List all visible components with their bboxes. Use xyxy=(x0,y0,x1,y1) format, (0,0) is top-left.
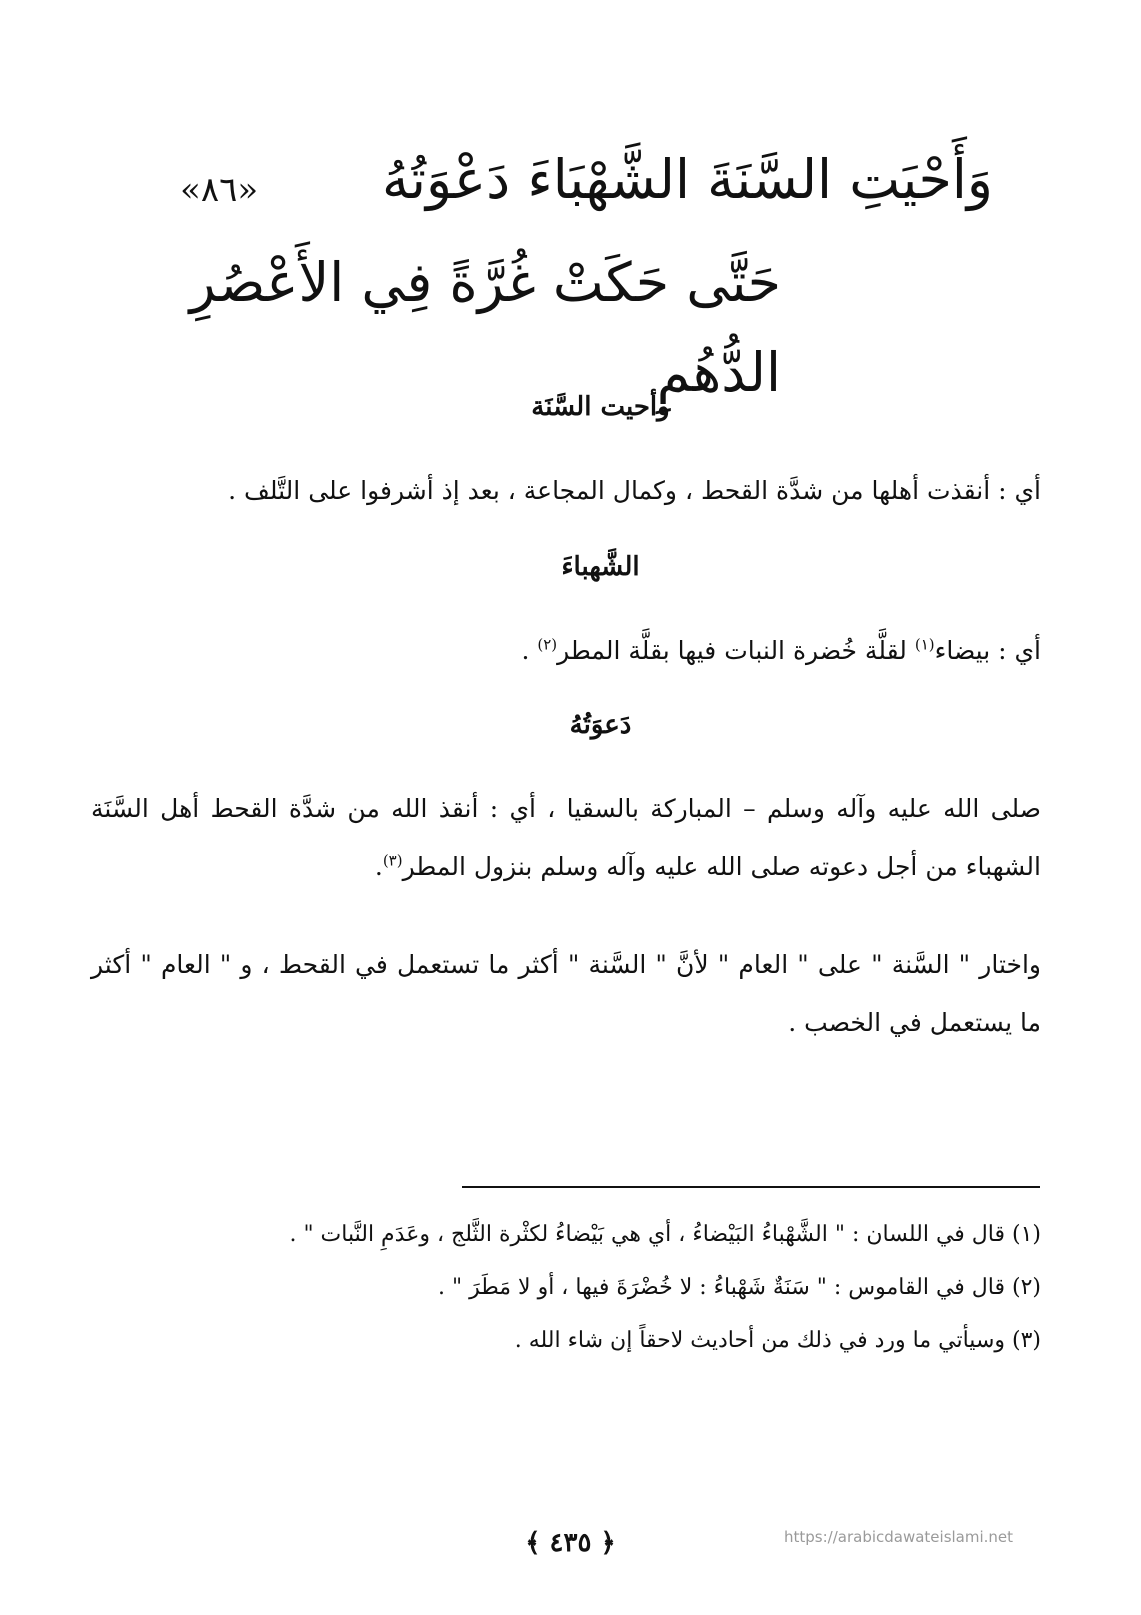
footnotes xyxy=(91,1208,1041,1367)
section-text-2-middle: لقلَّة خُضرة النبات فيها بقلَّة المطر xyxy=(557,636,915,665)
footnote-ref-2[interactable]: (٢) xyxy=(537,635,558,654)
section-text-3-body: صلى الله عليه وآله وسلم – المباركة بالسقيا ، أي : أنقذ الله من شدَّة القحط أهل السَّنَة الشهباء من أجل دعوته صلى الله عليه وآله وسلم بنزول المطر xyxy=(91,794,1041,881)
footnote-separator xyxy=(462,1186,1040,1188)
section-text-3-end: . xyxy=(374,852,383,881)
section-text-2-end: . xyxy=(521,636,538,665)
section-heading-3: دَعوَتُهُ xyxy=(569,710,632,740)
footnote-ref-3[interactable]: (٣) xyxy=(382,851,403,870)
section-text-1: أي : أنقذت أهلها من شدَّة القحط ، وكمال المجاعة ، بعد إذ أشرفوا على التَّلف . xyxy=(228,476,1041,505)
verse-line-2: حَتَّى حَكَتْ غُرَّةً فِي الأَعْصُرِ الدُّهُمِ xyxy=(189,251,781,404)
closing-paragraph: واختار " السَّنة " على " العام " لأنَّ " السَّنة " أكثر ما تستعمل في القحط ، و " العام " أكثر ما يستعمل في الخصب . xyxy=(91,950,1041,1037)
footnote-ref-1[interactable]: (١) xyxy=(914,635,935,654)
footnote-1: (١) قال في اللسان : " الشَّهْباءُ البَيْضاءُ ، أي هي بَيْضاءُ لكثْرة الثَّلج ، وعَدَمِ النَّبات " . xyxy=(289,1222,1041,1247)
verse-line-1: وَأَحْيَتِ السَّنَةَ الشَّهْبَاءَ دَعْوَتُهُ xyxy=(382,148,993,211)
section-text-2-start: أي : بيضاء xyxy=(934,636,1041,665)
section-text-3 xyxy=(91,780,1041,896)
section-heading-2: الشَّهباءَ xyxy=(561,552,640,582)
footnote-3: (٣) وسيأتي ما ورد في ذلك من أحاديث لاحقاً إن شاء الله . xyxy=(514,1328,1041,1353)
watermark-url: https://arabicdawateislami.net xyxy=(784,1528,1014,1546)
section-text-2 xyxy=(91,622,1041,680)
section-heading-1: وأحيت السَّنَة xyxy=(531,392,670,422)
footnote-2: (٢) قال في القاموس : " سَنَةٌ شَهْباءُ : لا خُضْرَةَ فيها ، أو لا مَطَرَ " . xyxy=(437,1275,1041,1300)
verse-number: «٨٦» xyxy=(180,170,259,210)
page-number: ﴿ ٤٣٥ ﴾ xyxy=(525,1528,616,1558)
